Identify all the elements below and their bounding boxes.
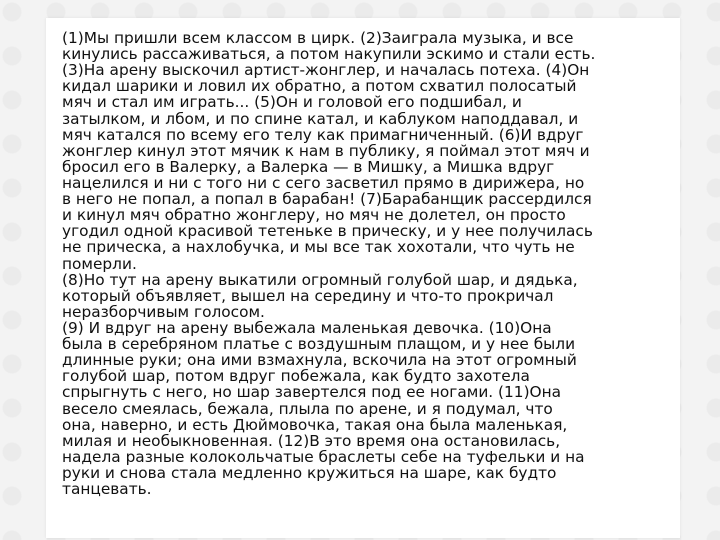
story-line-17: который объявляет, вышел на середину и что-то прокричал [62, 286, 554, 305]
story-line-7: мяч катался по всему его телу как примагниченный. (6)И вдруг [62, 125, 584, 144]
story-line-9: бросил его в Валерку, а Валерка — в Мишку, а Мишка вдруг [62, 157, 555, 176]
story-line-5: мяч и стал им играть... (5)Он и головой его подшибал, и [62, 93, 522, 112]
story-line-12: и кинул мяч обратно жонглеру, но мяч не долетел, он просто [62, 206, 566, 225]
story-line-21: длинные руки; она ими взмахнула, вскочила на этот огромный [62, 351, 577, 370]
story-line-3: (3)На арену выскочил артист-жонглер, и началась потеха. (4)Он [62, 61, 590, 80]
story-line-2: кинулись рассаживаться, а потом накупили эскимо и стали есть. [62, 45, 596, 64]
story-line-26: милая и необыкновенная. (12)В это время она остановилась, [62, 431, 561, 450]
story-line-16: (8)Но тут на арену выкатили огромный голубой шар, и дядька, [62, 270, 578, 289]
story-line-6: затылком, и лбом, и по спине катал, и каблуком наподдавал, и [62, 109, 579, 128]
story-line-11: в него не попал, а попал в барабан! (7)Барабанщик рассердился [62, 190, 592, 209]
story-text [62, 30, 682, 497]
story-line-29: танцевать. [62, 480, 152, 499]
story-line-27: надела разные колокольчатые браслеты себе на туфельки и на [62, 447, 585, 466]
story-line-1: (1)Мы пришли всем классом в цирк. (2)Заиграла музыка, и все [62, 29, 574, 47]
story-line-19: (9) И вдруг на арену выбежала маленькая девочка. (10)Она [62, 318, 552, 337]
story-line-20: была в серебряном платье с воздушным плащом, и у нее были [62, 335, 576, 354]
story-line-22: голубой шар, потом вдруг побежала, как будто захотела [62, 367, 530, 386]
story-line-18: неразборчивым голосом. [62, 302, 265, 321]
story-line-15: померли. [62, 254, 137, 273]
story-line-10: нацелился и ни с того ни с сего засветил прямо в дирижера, но [62, 173, 585, 192]
story-line-14: не прическа, а нахлобучка, и мы все так хохотали, что чуть не [62, 238, 575, 257]
story-line-13: угодил одной красивой тетеньке в прическу, и у нее получилась [62, 222, 593, 241]
story-line-4: кидал шарики и ловил их обратно, а потом схватил полосатый [62, 77, 577, 96]
story-line-23: спрыгнуть с него, но шар завертелся под ее ногами. (11)Она [62, 383, 562, 402]
story-line-8: жонглер кинул этот мячик к нам в публику, я поймал этот мяч и [62, 141, 590, 160]
story-line-25: она, наверно, и есть Дюймовочка, такая она была маленькая, [62, 415, 568, 434]
story-line-28: руки и снова стала медленно кружиться на шаре, как будто [62, 463, 557, 482]
story-line-24: весело смеялась, бежала, плыла по арене, и я подумал, что [62, 399, 553, 418]
